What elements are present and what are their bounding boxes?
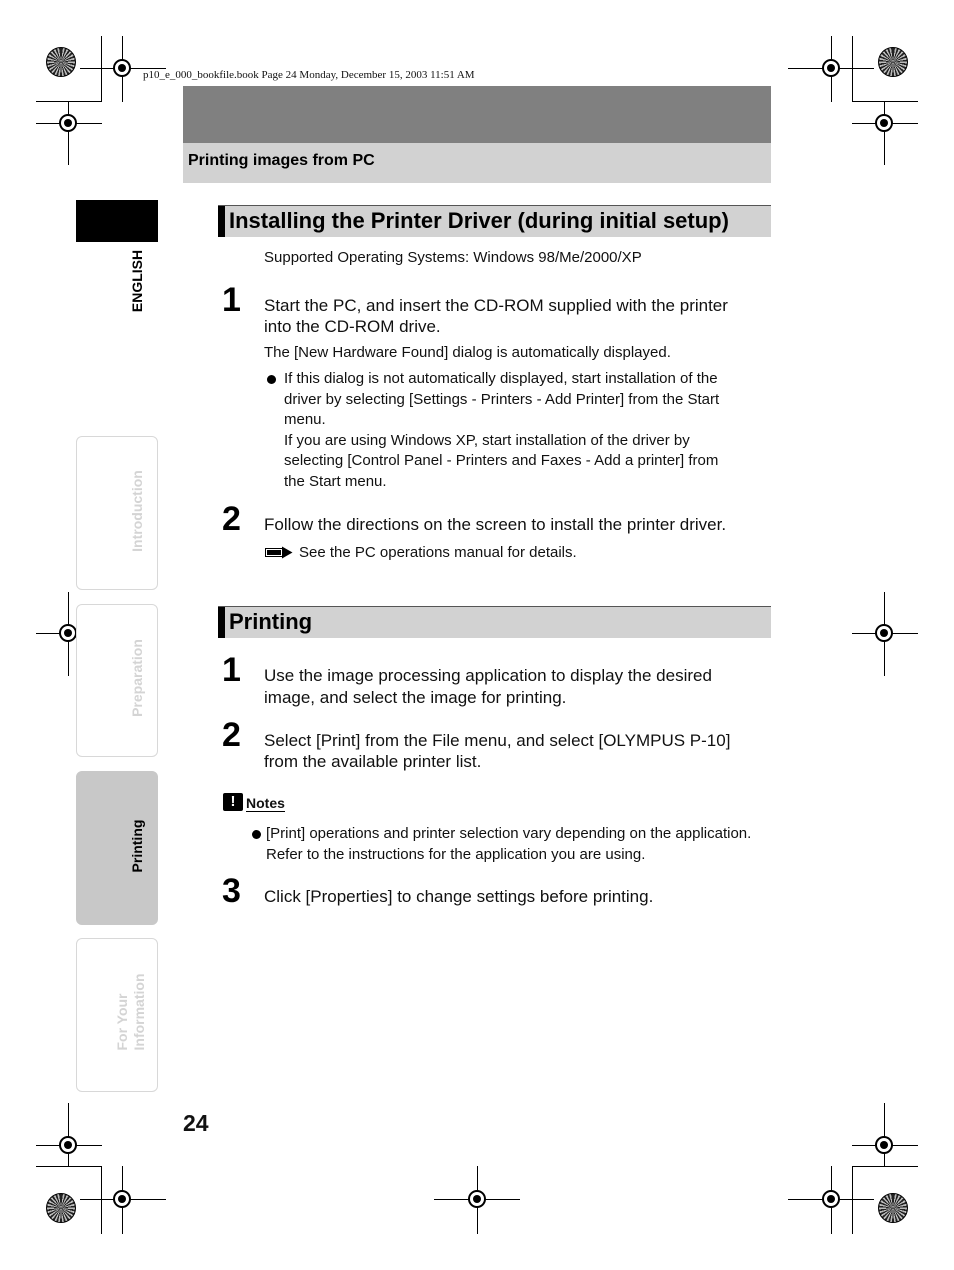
- step-text-line: Click [Properties] to change settings before printing.: [264, 887, 654, 906]
- bullet-text-line: menu.: [284, 411, 326, 428]
- tab-introduction-label: Introduction: [129, 470, 145, 552]
- registration-mark: [59, 114, 77, 132]
- step-text-line: image, and select the image for printing.: [264, 688, 567, 707]
- tab-preparation-label: Preparation: [129, 639, 145, 717]
- registration-mark: [822, 59, 840, 77]
- registration-mark: [113, 1190, 131, 1208]
- section-heading-printing: [218, 606, 771, 638]
- color-rosette-top-left: [46, 47, 76, 77]
- registration-mark: [875, 624, 893, 642]
- bullet-text-line: the Start menu.: [284, 472, 387, 490]
- page-number: 24: [183, 1110, 209, 1136]
- bullet-icon: [252, 830, 261, 839]
- bullet-icon: [267, 375, 276, 384]
- chapter-header-bar: [183, 86, 771, 143]
- notes-label: Notes: [246, 795, 285, 811]
- tab-preparation[interactable]: [76, 604, 158, 757]
- notes-text-line: [Print] operations and printer selection vary depending on the application.: [266, 825, 752, 842]
- bullet-text-line: driver by selecting [Settings - Printers - Add Printer] from the Start: [284, 390, 720, 408]
- registration-mark: [875, 1136, 893, 1154]
- tab-printing[interactable]: [76, 771, 158, 925]
- bullet-text-line: If you are using Windows XP, start installation of the driver by: [284, 431, 690, 449]
- step-number: 2: [222, 716, 241, 754]
- chapter-title-bar: [183, 143, 771, 183]
- step-text-line: into the CD-ROM drive.: [264, 317, 441, 336]
- chapter-title: Printing images from PC: [188, 152, 375, 169]
- language-block: [76, 200, 158, 242]
- section-title: Installing the Printer Driver (during initial setup): [229, 208, 729, 233]
- language-label: ENGLISH: [129, 249, 145, 313]
- registration-mark: [875, 114, 893, 132]
- step-number: 3: [222, 872, 241, 910]
- color-rosette-top-right: [878, 47, 908, 77]
- reference-arrow-icon: [265, 546, 293, 559]
- registration-mark: [59, 624, 77, 642]
- bullet-text-line: If this dialog is not automatically displayed, start installation of the: [284, 370, 718, 387]
- step-text-line: Start the PC, and insert the CD-ROM supplied with the printer: [264, 296, 728, 315]
- registration-mark: [822, 1190, 840, 1208]
- tab-info-label-line2: Information: [131, 973, 147, 1051]
- step-text-line: Follow the directions on the screen to install the printer driver.: [264, 515, 727, 534]
- notes-text-line: Refer to the instructions for the application you are using.: [266, 845, 646, 863]
- step-text-line: Select [Print] from the File menu, and select [OLYMPUS P-10]: [264, 731, 731, 750]
- color-rosette-bottom-left: [46, 1193, 76, 1223]
- reference-text: See the PC operations manual for details.: [299, 544, 577, 561]
- notes-exclamation-icon: !: [223, 793, 243, 811]
- step-text-line: Use the image processing application to display the desired: [264, 666, 712, 685]
- step-text-line: from the available printer list.: [264, 752, 482, 771]
- section-title: Printing: [229, 609, 313, 634]
- tab-info-label-line1: For Your: [114, 993, 130, 1051]
- supported-os-text: Supported Operating Systems: Windows 98/Me/2000/XP: [264, 249, 642, 266]
- color-rosette-bottom-right: [878, 1193, 908, 1223]
- bullet-text-line: selecting [Control Panel - Printers and Faxes - Add a printer] from: [284, 452, 719, 469]
- section-heading-installing: [218, 205, 771, 237]
- registration-mark: [113, 59, 131, 77]
- step-note: The [New Hardware Found] dialog is automatically displayed.: [264, 344, 671, 361]
- step-number: 1: [222, 281, 241, 319]
- step-number: 1: [222, 651, 241, 689]
- tab-introduction[interactable]: [76, 436, 158, 590]
- step-number: 2: [222, 500, 241, 538]
- book-file-header: p10_e_000_bookfile.book Page 24 Monday, December 15, 2003 11:51 AM: [143, 69, 475, 81]
- registration-mark: [468, 1190, 486, 1208]
- registration-mark: [59, 1136, 77, 1154]
- tab-printing-label: Printing: [129, 819, 145, 873]
